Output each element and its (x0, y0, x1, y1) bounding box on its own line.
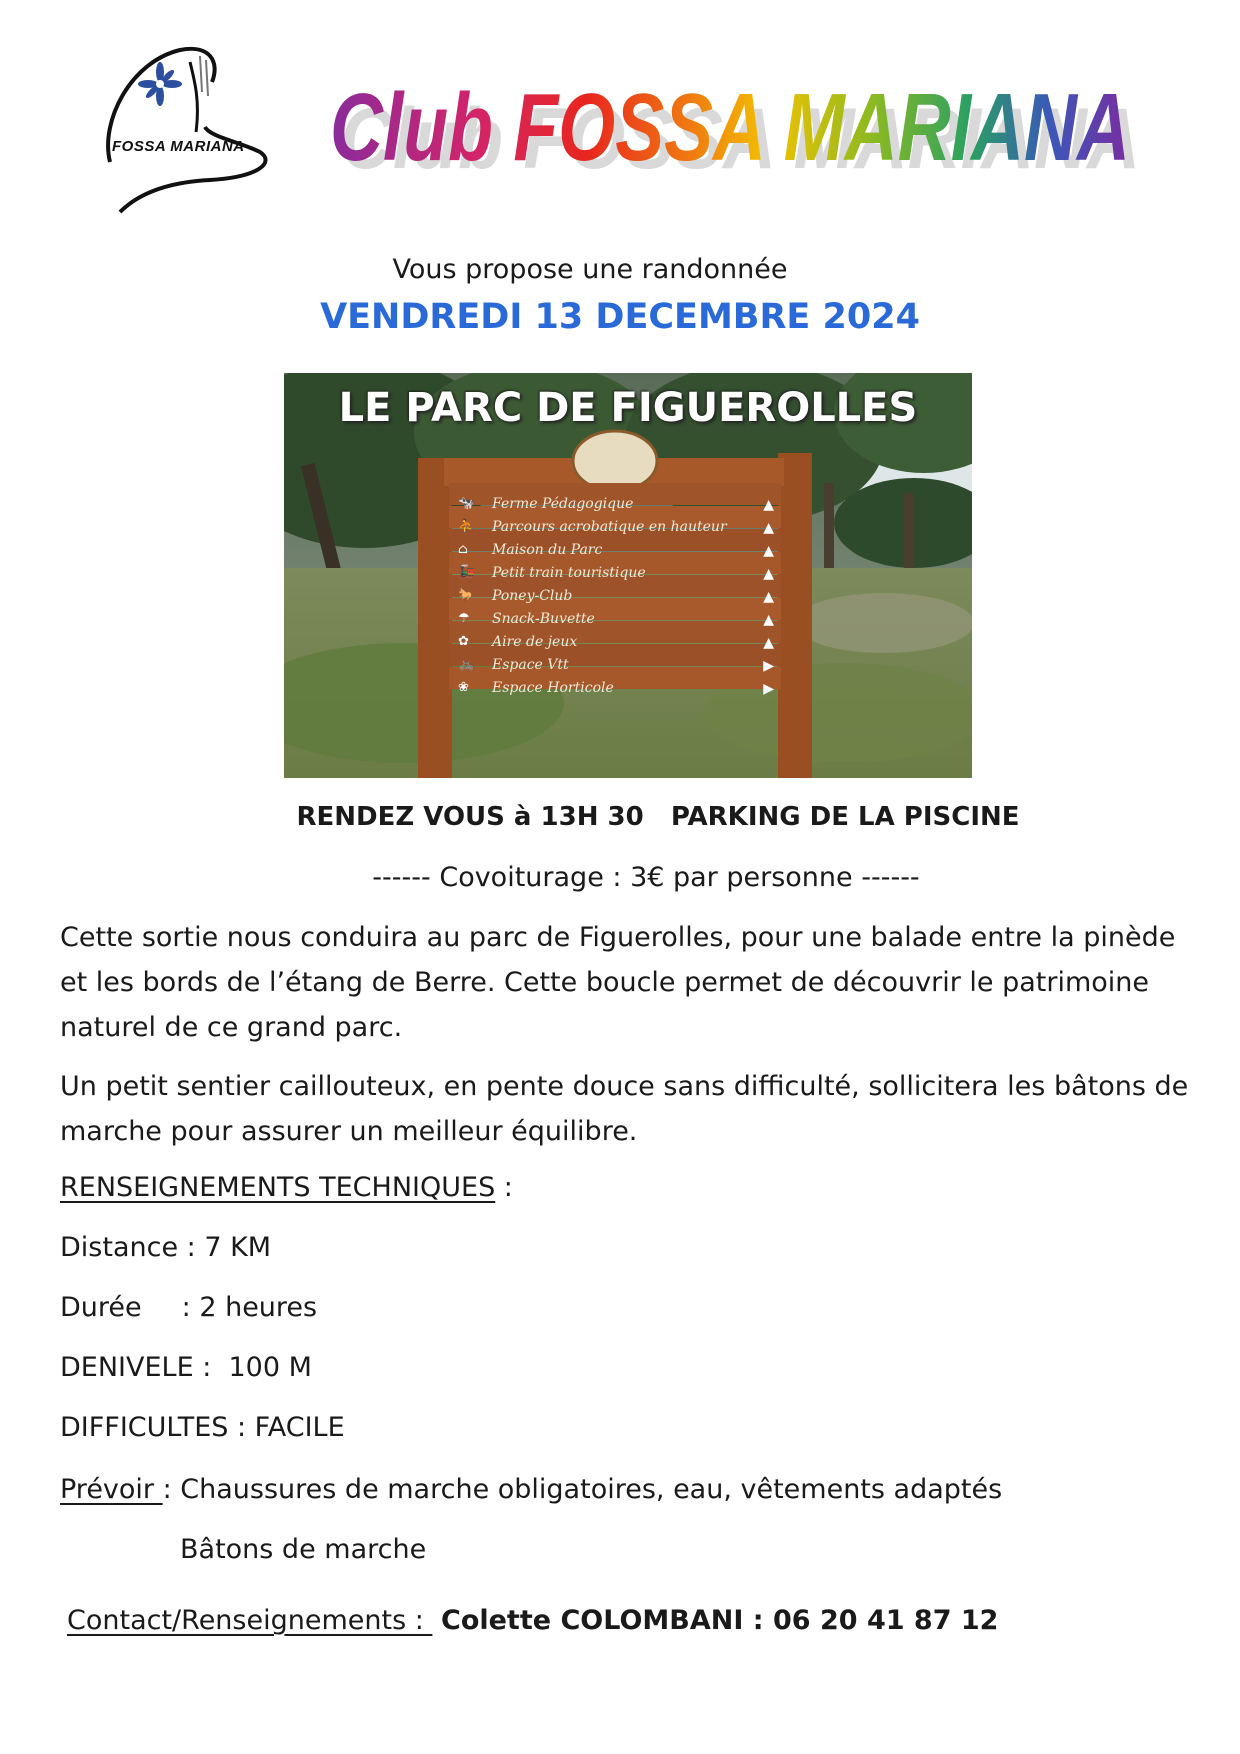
difficultes-info: DIFFICULTES : FACILE (60, 1412, 345, 1443)
duree-info: Durée : 2 heures (60, 1292, 318, 1323)
description-paragraph-2: Un petit sentier caillouteux, en pente douce sans difficulté, sollicitera les bâtons de marche pour assurer un meilleur équilibre. (60, 1071, 1189, 1147)
club-logo (100, 42, 305, 217)
sign-item: ⛹ Parcours acrobatique en hauteur ▲ (458, 519, 774, 536)
distance-info: Distance : 7 KM (60, 1232, 272, 1263)
contact-info: Contact/Renseignements : Colette COLOMBANI : 06 20 41 87 12 (67, 1605, 999, 1636)
park-sign-photo (284, 373, 972, 778)
sign-item: ✿ Aire de jeux ▲ (458, 634, 774, 651)
rendezvous-info: RENDEZ VOUS à 13H 30 PARKING DE LA PISCINE (296, 802, 1020, 832)
sign-item: 🚲 Espace Vtt ▶ (458, 657, 774, 674)
sign-item: ❀ Espace Horticole ▶ (458, 680, 774, 697)
logo-caption: FOSSA MARIANA (112, 138, 245, 155)
sign-item: 🐎 Poney-Club ▲ (458, 588, 774, 605)
sign-item: ⌂ Maison du Parc ▲ (458, 542, 774, 559)
prevoir-extra: Bâtons de marche (180, 1534, 427, 1565)
covoiturage-info: ------ Covoiturage : 3€ par personne ------ (372, 862, 920, 893)
club-title-shadow: Club FOSSA MARIANA (340, 90, 1140, 187)
technical-heading: RENSEIGNEMENTS TECHNIQUES : (60, 1172, 513, 1203)
intro-propose: Vous propose une randonnée (392, 254, 788, 285)
event-date: VENDREDI 13 DECEMBRE 2024 (320, 297, 920, 337)
sign-item: ☂ Snack-Buvette ▲ (458, 611, 774, 628)
club-title (330, 68, 1150, 188)
club-title-text: Club FOSSA MARIANA (330, 74, 1130, 181)
photo-title: LE PARC DE FIGUEROLLES (338, 385, 918, 431)
prevoir-info: Prévoir : Chaussures de marche obligatoires, eau, vêtements adaptés (60, 1474, 1003, 1505)
sign-item: 🚂 Petit train touristique ▲ (458, 565, 774, 582)
description-paragraph-1: Cette sortie nous conduira au parc de Figuerolles, pour une balade entre la pinède et les bords de l’étang de Berre. Cette boucle permet de découvrir le patrimoine naturel de ce grand parc. (60, 922, 1176, 1043)
sign-item: 🐄 Ferme Pédagogique ▲ (458, 496, 774, 513)
denivele-info: DENIVELE : 100 M (60, 1352, 312, 1383)
